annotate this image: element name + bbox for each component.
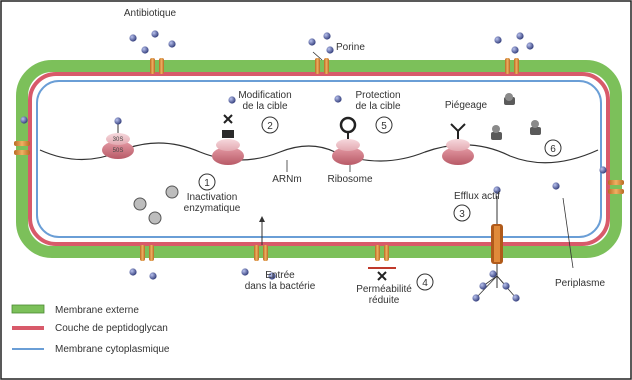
label-permeability-1: Perméabilité bbox=[356, 284, 412, 295]
antibiotic-molecule bbox=[241, 268, 248, 275]
antibiotic-molecule bbox=[516, 32, 523, 39]
legend-label-peptidoglycan: Couche de peptidoglycan bbox=[55, 323, 168, 334]
subunit-50s-label: 50S bbox=[112, 148, 124, 154]
antibiotic-molecule bbox=[308, 38, 315, 45]
antibiotic-molecule bbox=[151, 30, 158, 37]
label-inactivation-1: Inactivation bbox=[186, 192, 238, 203]
antibiotic-molecule bbox=[326, 46, 333, 53]
cytoplasmic-membrane bbox=[37, 81, 601, 237]
antibiotic-molecule bbox=[168, 40, 175, 47]
legend-label-cytoplasmic-membrane: Membrane cytoplasmique bbox=[55, 344, 170, 355]
label-modification-2: de la cible bbox=[242, 101, 288, 112]
label-modification-1: Modification bbox=[238, 90, 292, 101]
antibiotic-molecule bbox=[228, 96, 235, 103]
svg-text:4: 4 bbox=[422, 278, 428, 289]
mechanism-number-6 bbox=[545, 140, 561, 156]
subunit-30s-label: 30S bbox=[112, 137, 124, 143]
mechanism-number-2 bbox=[262, 117, 278, 133]
svg-text:6: 6 bbox=[550, 144, 556, 155]
antibiotic-molecule bbox=[323, 32, 330, 39]
label-porin: Porine bbox=[336, 42, 365, 53]
antibiotic-molecule bbox=[479, 282, 486, 289]
legend-label-outer-membrane: Membrane externe bbox=[55, 305, 139, 316]
label-permeability-2: réduite bbox=[368, 295, 400, 306]
label-protection-2: de la cible bbox=[355, 101, 401, 112]
antibiotic-molecule bbox=[114, 117, 121, 124]
antibiotic-molecule bbox=[334, 95, 341, 102]
label-entry-1: Entrée bbox=[265, 270, 295, 281]
svg-text:5: 5 bbox=[381, 121, 387, 132]
antibiotic-molecule bbox=[489, 270, 496, 277]
label-inactivation-2: enzymatique bbox=[183, 203, 241, 214]
antibiotic-molecule bbox=[552, 182, 559, 189]
label-ribosome: Ribosome bbox=[327, 174, 373, 185]
svg-text:2: 2 bbox=[267, 121, 273, 132]
antibiotic-molecule bbox=[129, 34, 136, 41]
label-antibiotic: Antibiotique bbox=[123, 8, 177, 19]
antibiotic-molecule bbox=[599, 166, 606, 173]
antibiotic-molecule bbox=[526, 42, 533, 49]
antibiotic-molecule bbox=[472, 294, 479, 301]
antibiotic-molecule bbox=[494, 36, 501, 43]
antibiotic-molecule bbox=[141, 46, 148, 53]
label-protection-1: Protection bbox=[355, 90, 401, 101]
label-entry-2: dans la bactérie bbox=[244, 281, 316, 292]
label-periplasm: Periplasme bbox=[554, 278, 606, 289]
legend-swatch-outer-membrane bbox=[12, 305, 44, 313]
svg-text:3: 3 bbox=[459, 209, 465, 220]
mechanism-number-4 bbox=[417, 274, 433, 290]
label-mrna: ARNm bbox=[272, 174, 302, 185]
antibiotic-molecule bbox=[129, 268, 136, 275]
legend-swatch-peptidoglycan bbox=[12, 326, 44, 330]
mechanism-number-3 bbox=[454, 205, 470, 221]
antibiotic-molecule bbox=[149, 272, 156, 279]
label-trapping: Piégeage bbox=[444, 100, 488, 111]
antibiotic-molecule bbox=[512, 294, 519, 301]
label-efflux: Efflux actif bbox=[454, 191, 500, 202]
svg-text:1: 1 bbox=[204, 178, 210, 189]
antibiotic-molecule bbox=[20, 116, 27, 123]
mechanism-number-5 bbox=[376, 117, 392, 133]
mechanism-number-1 bbox=[199, 174, 215, 190]
antibiotic-molecule bbox=[502, 282, 509, 289]
antibiotic-molecule bbox=[511, 46, 518, 53]
